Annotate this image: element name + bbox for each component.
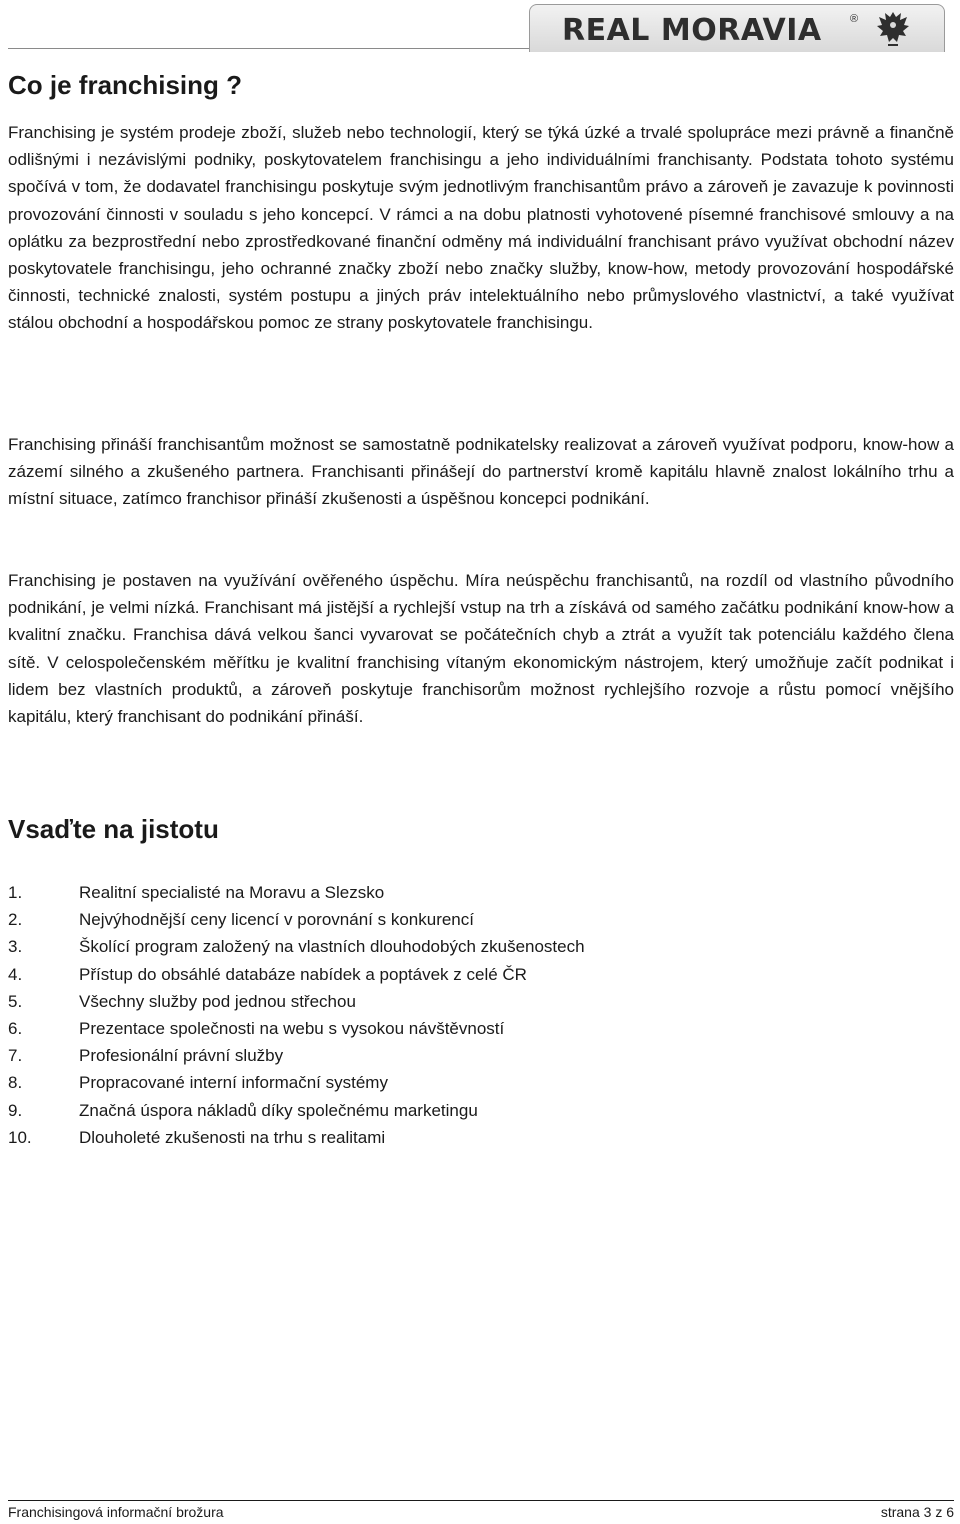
header-rule (8, 48, 530, 49)
list-item-number: 7. (8, 1046, 23, 1066)
list-item-number: 5. (8, 991, 23, 1011)
real-moravia-logo (529, 4, 945, 52)
list-item-number: 9. (8, 1100, 23, 1120)
list-item-number: 8. (8, 1073, 23, 1093)
list-item-number: 6. (8, 1018, 23, 1038)
paragraph-benefits: Franchising přináší franchisantům možnost se samostatně podnikatelsky realizovat a zároveň využívat podporu, know-how a zázemí silného a zkušeného partnera. Franchisanti přinášejí do partnerství kromě kapitálu hlavně znalost lokálního trhu a místní situace, zatímco franchisor přináší zkušenosti a úspěšnou koncepci podnikání. (8, 435, 954, 509)
footer-page-number: strana 3 z 6 (880, 1504, 954, 1520)
list-item-text: Značná úspora nákladů díky společnému marketingu (79, 1100, 478, 1120)
registered-mark: ® (850, 13, 859, 25)
footer-rule (8, 1500, 954, 1501)
list-item-text: Propracované interní informační systémy (79, 1073, 388, 1093)
list-item-number: 3. (8, 937, 23, 957)
paragraph-definition: Franchising je systém prodeje zboží, služeb nebo technologií, který se týká úzké a trvalé spolupráce mezi právně a finančně odlišnými i nezávislými podniky, poskytovatelem franchisingu a jeho individuálními franchisanty. Podstata tohoto systému spočívá v tom, že dodavatel franchisingu poskytuje svým jednotlivým franchisantům právo a zároveň je zavazuje k povinnosti provozování činnosti v souladu s jeho koncepcí. V rámci a na dobu platnosti vyhotovené písemné franchisové smlouvy a na oplátku za bezprostřední nebo zprostředkované finanční odměny má individuální franchisant právo využívat obchodní název poskytovatele franchisingu, jeho ochranné značky zboží nebo značky služby, know-how, metody provozování hospodářské činnosti, technické znalosti, systém postupu a jiných práv intelektuálního nebo průmyslového vlastnictví, a také využívat stálou obchodní a hospodářskou pomoc ze strany poskytovatele franchisingu. (8, 123, 954, 333)
list-item-number: 10. (8, 1127, 32, 1147)
eagle-crest-icon (876, 9, 910, 49)
footer-document-title: Franchisingová informační brožura (8, 1504, 224, 1520)
page-title: Co je franchising ? (8, 70, 243, 100)
list-item-number: 4. (8, 964, 23, 984)
list-item-text: Dlouholeté zkušenosti na trhu s realitami (79, 1127, 386, 1147)
list-item-number: 2. (8, 910, 23, 930)
logo-text: REAL MORAVIA (562, 13, 822, 48)
list-item-text: Přístup do obsáhlé databáze nabídek a poptávek z celé ČR (79, 964, 527, 984)
list-item-text: Realitní specialisté na Moravu a Slezsko (79, 883, 385, 902)
list-item-text: Všechny služby pod jednou střechou (79, 991, 356, 1011)
paragraph-success: Franchising je postaven na využívání ověřeného úspěchu. Míra neúspěchu franchisantů, na rozdíl od vlastního původního podnikání, je velmi nízká. Franchisant má jistější a rychlejší vstup na trh a získává od samého začátku podnikání know-how a kvalitní značku. Franchisa dává velkou šanci vyvarovat se počátečních chyb a ztrát a využít tak potenciálu každého člena sítě. V celospolečenském měřítku je kvalitní franchising vítaným ekonomickým nástrojem, který umožňuje začít podnikat i lidem bez vlastních produktů, a zároveň poskytuje franchisorům možnost rychlejšího rozvoje a růstu pomocí vnějšího kapitálu, který franchisant do podnikání přináší. (8, 571, 954, 727)
list-item-text: Prezentace společnosti na webu s vysokou návštěvností (79, 1018, 505, 1038)
list-item-text: Nejvýhodnější ceny licencí v porovnání s konkurencí (79, 910, 474, 930)
list-item-text: Školící program založený na vlastních dlouhodobých zkušenostech (79, 937, 585, 957)
list-item-number: 1. (8, 883, 23, 902)
section-title: Vsaďte na jistotu (8, 814, 219, 844)
list-item-text: Profesionální právní služby (79, 1046, 284, 1066)
